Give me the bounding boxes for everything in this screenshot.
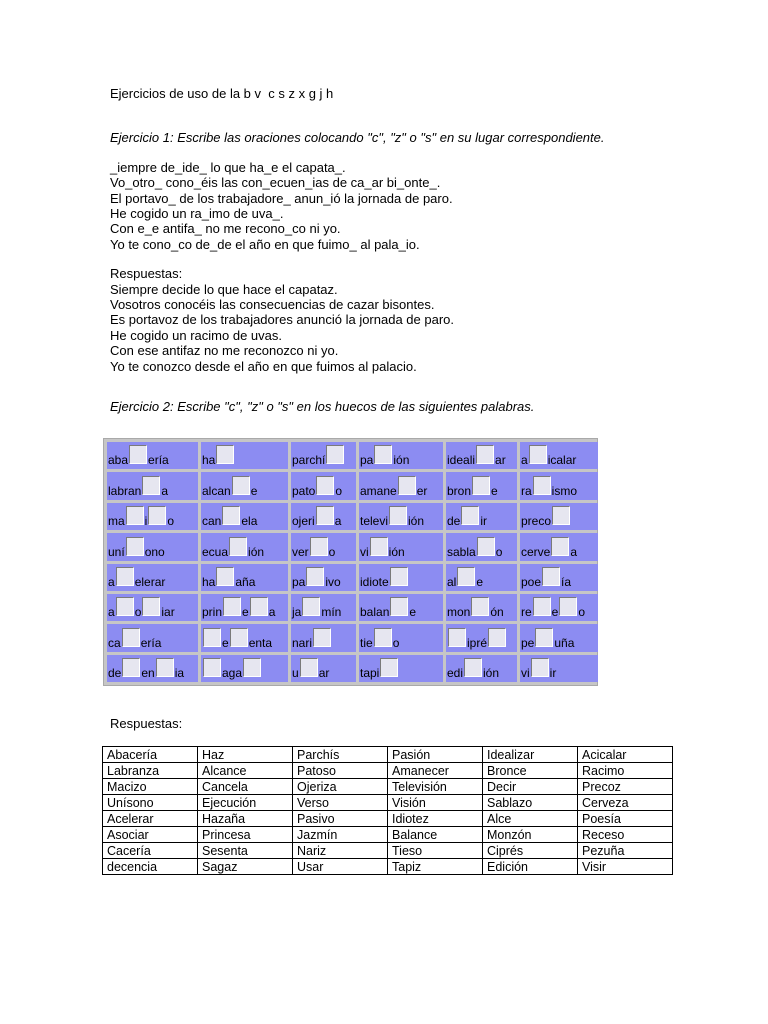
- blank-input-box[interactable]: [552, 506, 570, 525]
- answer-cell: Abacería: [103, 747, 198, 763]
- word-fragment: bron: [447, 483, 472, 498]
- answer-cell: Cancela: [198, 779, 293, 795]
- word-cell: [446, 472, 517, 499]
- word-fragment: pe: [521, 635, 535, 650]
- blank-input-box[interactable]: [222, 506, 240, 525]
- word-fragment: ión: [388, 544, 405, 559]
- answer-cell: Alce: [483, 811, 578, 827]
- word-fragment: re: [521, 605, 532, 620]
- word-fragment: pa: [292, 574, 306, 589]
- exercise2-word-grid: [103, 438, 598, 686]
- blank-input-box[interactable]: [472, 476, 490, 495]
- exercise1-answers: [110, 266, 670, 374]
- blank-input-box[interactable]: [313, 628, 331, 647]
- blank-input-box[interactable]: [529, 445, 547, 464]
- answer-cell: Alcance: [198, 763, 293, 779]
- word-cell: [201, 624, 288, 651]
- exercise1-sentences: [110, 160, 670, 252]
- word-fragment: o: [392, 635, 400, 650]
- word-fragment: ir: [480, 514, 488, 529]
- word-cell: [446, 442, 517, 469]
- word-fragment: aña: [235, 574, 256, 589]
- word-fragment: ecua: [202, 544, 229, 559]
- word-cell: [359, 472, 443, 499]
- blank-input-box[interactable]: [448, 628, 466, 647]
- blank-input-box[interactable]: [310, 537, 328, 556]
- word-fragment: idiote: [360, 574, 389, 589]
- answer-cell: Idealizar: [483, 747, 578, 763]
- blank-input-box[interactable]: [471, 597, 489, 616]
- word-fragment: de: [108, 666, 122, 680]
- word-fragment: e: [242, 605, 249, 620]
- blank-input-box[interactable]: [203, 658, 221, 677]
- blank-input-box[interactable]: [533, 597, 551, 616]
- blank-input-box[interactable]: [230, 628, 248, 647]
- word-cell: [520, 533, 598, 560]
- blank-input-box[interactable]: [243, 658, 261, 677]
- word-cell: [201, 442, 288, 469]
- blank-input-box[interactable]: [390, 597, 408, 616]
- word-cell: [291, 594, 356, 621]
- word-cell: [359, 533, 443, 560]
- word-fragment: e: [476, 574, 484, 589]
- word-cell: [291, 624, 356, 651]
- word-fragment: uní: [108, 544, 125, 559]
- page-title: Ejercicios de uso de la b v c s z x g j h: [110, 86, 334, 101]
- blank-input-box[interactable]: [148, 506, 166, 525]
- blank-input-box[interactable]: [142, 597, 160, 616]
- word-fragment: o: [328, 544, 336, 559]
- blank-input-box[interactable]: [129, 445, 147, 464]
- blank-input-box[interactable]: [533, 476, 551, 495]
- word-cell: [520, 442, 598, 469]
- word-cell: [359, 564, 443, 591]
- blank-input-box[interactable]: [122, 628, 140, 647]
- answer-cell: Decir: [483, 779, 578, 795]
- word-fragment: a: [108, 574, 115, 589]
- word-fragment: aba: [108, 453, 129, 468]
- answer-cell: Usar: [293, 859, 388, 875]
- word-fragment: a: [161, 483, 169, 498]
- table-row: [103, 859, 673, 875]
- word-cell: [291, 533, 356, 560]
- blank-input-box[interactable]: [116, 597, 134, 616]
- blank-input-box[interactable]: [461, 506, 479, 525]
- table-row: [103, 779, 673, 795]
- word-fragment: tie: [360, 635, 373, 650]
- answer-cell: Princesa: [198, 827, 293, 843]
- word-fragment: a: [268, 605, 276, 620]
- exercise1-answer: Siempre decide lo que hace el capataz.: [110, 281, 338, 297]
- blank-input-box[interactable]: [142, 476, 160, 495]
- word-fragment: ión: [408, 514, 425, 529]
- word-cell: [446, 655, 517, 682]
- word-cell: [520, 624, 598, 651]
- word-cell: [107, 624, 198, 651]
- word-cell: [446, 533, 517, 560]
- answer-cell: Precoz: [578, 779, 673, 795]
- word-cell: [520, 564, 598, 591]
- word-cell: [201, 594, 288, 621]
- word-fragment: ha: [202, 453, 216, 468]
- word-cell: [107, 442, 198, 469]
- word-fragment: a: [334, 514, 342, 529]
- word-fragment: poe: [521, 574, 542, 589]
- blank-input-box[interactable]: [216, 445, 234, 464]
- answer-cell: Pezuña: [578, 843, 673, 859]
- word-fragment: ión: [393, 453, 410, 468]
- word-fragment: sabla: [447, 544, 476, 559]
- answer-cell: Ojeriza: [293, 779, 388, 795]
- word-fragment: ería: [148, 453, 169, 468]
- word-cell: [201, 472, 288, 499]
- answer-cell: Visión: [388, 795, 483, 811]
- word-fragment: u: [292, 666, 299, 680]
- blank-input-box[interactable]: [389, 506, 407, 525]
- blank-input-box[interactable]: [216, 567, 234, 586]
- exercise2-answers-label: Respuestas:: [110, 716, 183, 731]
- answer-cell: Jazmín: [293, 827, 388, 843]
- answer-cell: Sablazo: [483, 795, 578, 811]
- answer-cell: Parchís: [293, 747, 388, 763]
- word-fragment: prin: [202, 605, 223, 620]
- blank-input-box[interactable]: [223, 597, 241, 616]
- word-fragment: vi: [521, 666, 530, 680]
- blank-input-box[interactable]: [300, 658, 318, 677]
- answer-cell: Pasivo: [293, 811, 388, 827]
- answer-cell: decencia: [103, 859, 198, 875]
- answer-cell: Edición: [483, 859, 578, 875]
- word-cell: [520, 503, 598, 530]
- word-cell: [359, 442, 443, 469]
- answer-cell: Balance: [388, 827, 483, 843]
- word-fragment: balan: [360, 605, 390, 620]
- word-cell: [201, 503, 288, 530]
- blank-input-box[interactable]: [551, 537, 569, 556]
- table-row: [103, 811, 673, 827]
- word-cell: [446, 624, 517, 651]
- answer-cell: Macizo: [103, 779, 198, 795]
- word-cell: [446, 503, 517, 530]
- word-fragment: a: [570, 544, 578, 559]
- blank-input-box[interactable]: [488, 628, 506, 647]
- answer-cell: Sagaz: [198, 859, 293, 875]
- blank-input-box[interactable]: [535, 628, 553, 647]
- word-cell: [446, 564, 517, 591]
- answer-cell: Sesenta: [198, 843, 293, 859]
- blank-input-box[interactable]: [316, 506, 334, 525]
- answer-cell: Pasión: [388, 747, 483, 763]
- word-cell: [359, 503, 443, 530]
- blank-input-box[interactable]: [398, 476, 416, 495]
- word-cell: [520, 472, 598, 499]
- word-cell: [446, 594, 517, 621]
- word-fragment: alcan: [202, 483, 231, 498]
- word-fragment: o: [167, 514, 175, 529]
- exercise1-sentence: Vo_otro_ cono_éis las con_ecuen_ias de ca_ar bi_onte_.: [110, 175, 441, 191]
- word-cell: [107, 594, 198, 621]
- word-cell: [291, 442, 356, 469]
- word-fragment: cerve: [521, 544, 551, 559]
- blank-input-box[interactable]: [477, 537, 495, 556]
- answer-cell: Acelerar: [103, 811, 198, 827]
- answer-cell: Televisión: [388, 779, 483, 795]
- answer-cell: Unísono: [103, 795, 198, 811]
- blank-input-box[interactable]: [457, 567, 475, 586]
- answer-cell: Amanecer: [388, 763, 483, 779]
- answer-cell: Cacería: [103, 843, 198, 859]
- word-fragment: vi: [360, 544, 369, 559]
- document-body: [110, 86, 670, 415]
- exercise1-answers-label: Respuestas:: [110, 266, 183, 282]
- blank-input-box[interactable]: [250, 597, 268, 616]
- answer-cell: Acicalar: [578, 747, 673, 763]
- blank-input-box[interactable]: [306, 567, 324, 586]
- word-fragment: ojeri: [292, 514, 315, 529]
- answer-cell: Verso: [293, 795, 388, 811]
- blank-input-box[interactable]: [122, 658, 140, 677]
- exercise1-sentence: _iempre de_ide_ lo que ha_e el capata_.: [110, 159, 346, 175]
- blank-input-box[interactable]: [370, 537, 388, 556]
- answer-cell: Bronce: [483, 763, 578, 779]
- word-cell: [291, 472, 356, 499]
- word-cell: [359, 655, 443, 682]
- exercise1-sentence: El portavo_ de los trabajadore_ anun_ió la jornada de paro.: [110, 190, 453, 206]
- word-cell: [107, 503, 198, 530]
- answer-cell: Nariz: [293, 843, 388, 859]
- answer-cell: Asociar: [103, 827, 198, 843]
- blank-input-box[interactable]: [116, 567, 134, 586]
- word-fragment: e: [250, 483, 258, 498]
- answer-cell: Tapiz: [388, 859, 483, 875]
- blank-input-box[interactable]: [559, 597, 577, 616]
- exercise1-sentence: Con e_e antifa_ no me recono_co ni yo.: [110, 221, 341, 237]
- table-row: [103, 795, 673, 811]
- word-fragment: ver: [292, 544, 309, 559]
- blank-input-box[interactable]: [374, 445, 392, 464]
- word-fragment: ipré: [467, 635, 488, 650]
- blank-input-box[interactable]: [126, 506, 144, 525]
- word-fragment: ela: [241, 514, 258, 529]
- word-fragment: icalar: [547, 453, 577, 468]
- exercise2-instruction: Ejercicio 2: Escribe "c", "z" o "s" en los huecos de las siguientes palabras.: [110, 399, 535, 415]
- answer-cell: Tieso: [388, 843, 483, 859]
- word-fragment: o: [335, 483, 343, 498]
- answer-cell: Receso: [578, 827, 673, 843]
- word-fragment: edi: [447, 666, 464, 680]
- answer-cell: Patoso: [293, 763, 388, 779]
- table-row: [103, 747, 673, 763]
- word-fragment: mín: [321, 605, 342, 620]
- blank-input-box[interactable]: [156, 658, 174, 677]
- word-fragment: amane: [360, 483, 397, 498]
- word-fragment: ja: [292, 605, 302, 620]
- answer-cell: Cerveza: [578, 795, 673, 811]
- word-fragment: ha: [202, 574, 216, 589]
- word-fragment: i: [144, 514, 148, 529]
- blank-input-box[interactable]: [380, 658, 398, 677]
- word-cell: [359, 624, 443, 651]
- word-fragment: e: [491, 483, 498, 498]
- answer-cell: Monzón: [483, 827, 578, 843]
- blank-input-box[interactable]: [390, 567, 408, 586]
- word-fragment: ar: [495, 453, 506, 468]
- answer-cell: Idiotez: [388, 811, 483, 827]
- blank-input-box[interactable]: [302, 597, 320, 616]
- word-cell: [201, 564, 288, 591]
- word-fragment: de: [447, 514, 461, 529]
- table-row: [103, 763, 673, 779]
- exercise1-answer: Vosotros conocéis las consecuencias de cazar bisontes.: [110, 297, 435, 313]
- word-fragment: e: [551, 605, 559, 620]
- word-fragment: ir: [549, 666, 557, 680]
- blank-input-box[interactable]: [464, 658, 482, 677]
- word-cell: [201, 533, 288, 560]
- blank-input-box[interactable]: [203, 628, 221, 647]
- word-fragment: ideali: [447, 453, 476, 468]
- word-fragment: o: [495, 544, 503, 559]
- word-cell: [291, 655, 356, 682]
- blank-input-box[interactable]: [229, 537, 247, 556]
- word-fragment: pato: [292, 483, 316, 498]
- word-cell: [291, 564, 356, 591]
- answer-cell: Ejecución: [198, 795, 293, 811]
- answer-cell: Visir: [578, 859, 673, 875]
- word-cell: [520, 594, 598, 621]
- word-fragment: ía: [561, 574, 572, 589]
- word-fragment: aga: [222, 666, 243, 680]
- word-fragment: pa: [360, 453, 374, 468]
- answer-cell: Ciprés: [483, 843, 578, 859]
- exercise1-sentence: Yo te cono_co de_de el año en que fuimo_ al pala_io.: [110, 236, 420, 252]
- word-fragment: ivo: [325, 574, 341, 589]
- word-fragment: ón: [490, 605, 504, 620]
- word-fragment: ión: [483, 666, 500, 680]
- word-cell: [107, 564, 198, 591]
- blank-input-box[interactable]: [531, 658, 549, 677]
- answer-cell: Racimo: [578, 763, 673, 779]
- word-fragment: nari: [292, 635, 313, 650]
- word-cell: [520, 655, 598, 682]
- word-fragment: al: [447, 574, 457, 589]
- word-fragment: ería: [140, 635, 162, 650]
- exercise1-answer: He cogido un racimo de uvas.: [110, 327, 282, 343]
- word-fragment: mon: [447, 605, 471, 620]
- word-fragment: labran: [108, 483, 142, 498]
- word-cell: [107, 655, 198, 682]
- word-cell: [107, 472, 198, 499]
- table-row: [103, 827, 673, 843]
- answer-cell: Labranza: [103, 763, 198, 779]
- word-fragment: televi: [360, 514, 389, 529]
- word-fragment: ma: [108, 514, 125, 529]
- word-fragment: preco: [521, 514, 552, 529]
- answer-cell: Hazaña: [198, 811, 293, 827]
- word-fragment: enta: [248, 635, 273, 650]
- exercise1-instruction: Ejercicio 1: Escribe las oraciones colocando "c", "z" o "s" en su lugar correspondiente.: [110, 130, 605, 146]
- word-fragment: iar: [161, 605, 175, 620]
- blank-input-box[interactable]: [232, 476, 250, 495]
- exercise1-answer: Es portavoz de los trabajadores anunció la jornada de paro.: [110, 312, 454, 328]
- word-cell: [107, 533, 198, 560]
- word-fragment: parchí: [292, 453, 326, 468]
- exercise1-answer: Con ese antifaz no me reconozco ni yo.: [110, 343, 339, 359]
- word-cell: [291, 503, 356, 530]
- word-fragment: can: [202, 514, 222, 529]
- answer-cell: Poesía: [578, 811, 673, 827]
- word-fragment: uña: [554, 635, 575, 650]
- blank-input-box[interactable]: [326, 445, 344, 464]
- word-fragment: e: [222, 635, 229, 650]
- blank-input-box[interactable]: [316, 476, 334, 495]
- word-fragment: ar: [318, 666, 330, 680]
- word-fragment: elerar: [134, 574, 166, 589]
- word-cell: [359, 594, 443, 621]
- word-fragment: a: [108, 605, 115, 620]
- blank-input-box[interactable]: [374, 628, 392, 647]
- word-fragment: ca: [108, 635, 121, 650]
- word-fragment: ia: [174, 666, 185, 680]
- exercise2-answers-table: [102, 746, 673, 875]
- word-fragment: tapi: [360, 666, 380, 680]
- blank-input-box[interactable]: [126, 537, 144, 556]
- answer-cell: Haz: [198, 747, 293, 763]
- blank-input-box[interactable]: [542, 567, 560, 586]
- word-fragment: ismo: [551, 483, 578, 498]
- word-fragment: e: [409, 605, 417, 620]
- word-fragment: ión: [248, 544, 265, 559]
- word-fragment: ono: [144, 544, 165, 559]
- word-fragment: er: [416, 483, 428, 498]
- word-fragment: ra: [521, 483, 532, 498]
- blank-input-box[interactable]: [476, 445, 494, 464]
- word-cell: [201, 655, 288, 682]
- word-fragment: o: [578, 605, 586, 620]
- exercise1-answer: Yo te conozco desde el año en que fuimos al palacio.: [110, 358, 417, 374]
- exercise1-sentence: He cogido un ra_imo de uva_.: [110, 206, 284, 222]
- word-fragment: en: [141, 666, 155, 680]
- word-fragment: o: [134, 605, 142, 620]
- word-fragment: a: [521, 453, 528, 468]
- table-row: [103, 843, 673, 859]
